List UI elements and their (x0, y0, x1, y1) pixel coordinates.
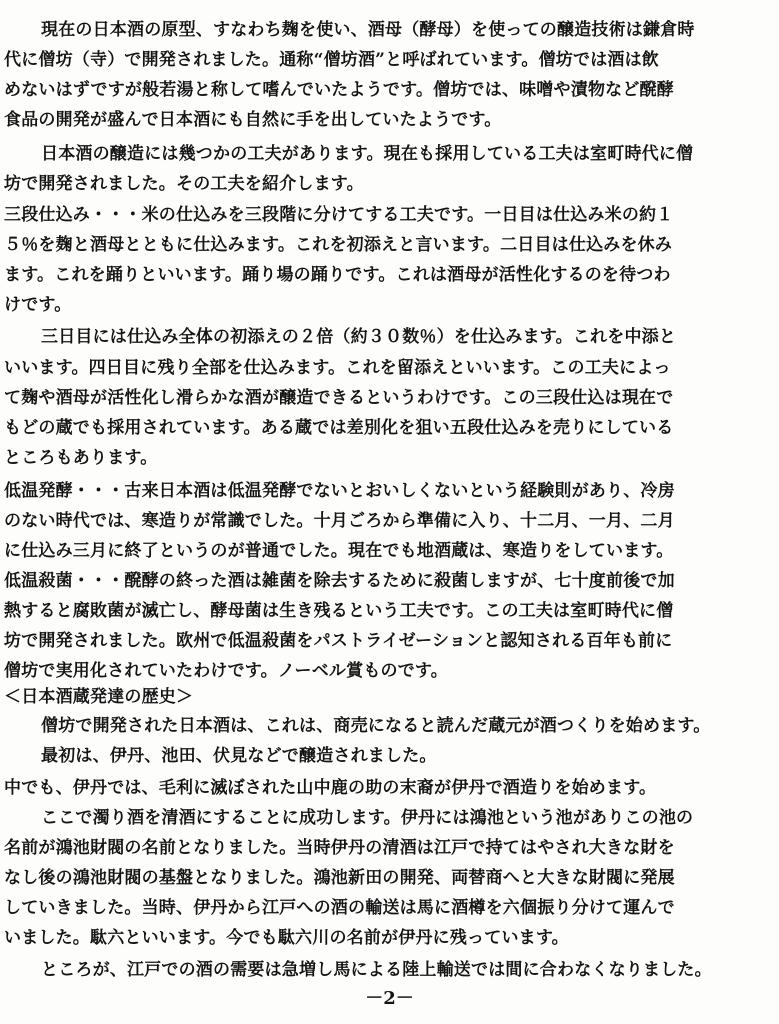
text-line-12: いいます。四日目に残り全部を仕込みます。これを留添えといいます。この工夫によっ (4, 358, 671, 378)
text-line-9: ます。これを踊りといいます。踊り場の踊りです。これは酒母が活性化するのを待つわ (4, 265, 671, 285)
text-line-21: 坊で開発されました。欧州で低温殺菌をパストライゼーションと認知される百年も前に (4, 631, 673, 651)
text-line-27: ここで濁り酒を清酒にすることに成功します。伊丹には鴻池という池がありこの池の (41, 808, 694, 828)
text-line-2: 代に僧坊（寺）で開発されました。通称“僧坊酒”と呼ばれています。僧坊では酒は飲 (4, 50, 659, 70)
text-line-22: 僧坊で実用化されていたわけです。ノーベル賞ものです。 (4, 661, 448, 681)
text-line-26: 中でも、伊丹では、毛利に滅ぼされた山中鹿の助の末裔が伊丹で酒造りを始めます。 (4, 778, 657, 798)
text-line-15: ところもあります。 (4, 448, 158, 468)
text-line-5: 日本酒の醸造には幾つかの工夫があります。現在も採用している工夫は室町時代に僧 (41, 144, 694, 164)
text-line-7: 三段仕込み・・・米の仕込みを三段階に分けてする工夫です。一日目は仕込み米の約１ (4, 205, 674, 225)
text-line-20: 熱すると腐敗菌が滅亡し、酵母菌は生き残るという工夫です。この工夫は室町時代に僧 (4, 601, 674, 621)
text-line-11: 三日目には仕込み全体の初添えの２倍（約３０数％）を仕込みます。これを中添と (41, 327, 677, 347)
text-line-4: 食品の開発が盛んで日本酒にも自然に手を出していたようです。 (4, 110, 502, 130)
section-heading: ＜日本酒蔵発達の歴史＞ (4, 687, 194, 707)
text-line-31: いました。駄六といいます。今でも駄六川の名前が伊丹に残っています。 (4, 928, 569, 948)
text-line-19: 低温殺菌・・・醗酵の終った酒は雑菌を除去するために殺菌しますが、七十度前後で加 (4, 571, 675, 591)
text-line-16: 低温発酵・・・古来日本酒は低温発酵でないとおいしくないという経験則があり、冷房 (4, 481, 675, 501)
text-line-13: て麹や酒母が活性化し滑らかな酒が醸造できるというわけです。この三段仕込は現在で (4, 388, 674, 408)
text-line-24: 僧坊で開発された日本酒は、これは、商売になると読んだ蔵元が酒つくりを始めます。 (41, 716, 711, 736)
text-line-10: けです。 (4, 295, 72, 315)
text-line-25: 最初は、伊丹、池田、伏見などで醸造されました。 (41, 746, 437, 766)
text-line-30: していきました。当時、伊丹から江戸への酒の輸送は馬に酒樽を六個振り分けて運んで (4, 898, 675, 918)
text-line-14: もどの蔵でも採用されています。ある蔵では差別化を狙い五段仕込みを売りにしている (4, 418, 674, 438)
text-line-18: に仕込み三月に終了というのが普通でした。現在でも地酒蔵は、寒造りをしています。 (4, 541, 674, 561)
text-line-8: ５％を麹と酒母とともに仕込みます。これを初添えと言います。二日目は仕込みを休み (4, 235, 673, 255)
text-line-32: ところが、江戸での酒の需要は急増し馬による陸上輸送では間に合わなくなりました。 (41, 960, 712, 980)
text-line-29: なし後の鴻池財閥の基盤となりました。鴻池新田の開発、両替商へと大きな財閥に発展 (4, 868, 675, 888)
text-line-3: めないはずですが般若湯と称して嗜んでいたようです。僧坊では、味噌や漬物など醗酵 (4, 80, 674, 100)
text-line-1: 現在の日本酒の原型、すなわち麹を使い、酒母（酵母）を使っての醸造技術は鎌倉時 (41, 20, 695, 40)
text-line-28: 名前が鴻池財閥の名前となりました。当時伊丹の清酒は江戸で持てはやされ大きな財を (4, 838, 675, 858)
page-number: －2－ (365, 988, 414, 1009)
text-line-6: 坊で開発されました。その工夫を紹介します。 (4, 174, 364, 194)
text-line-17: のない時代では、寒造りが常識でした。十月ごろから準備に入り、十二月、一月、二月 (4, 511, 675, 531)
